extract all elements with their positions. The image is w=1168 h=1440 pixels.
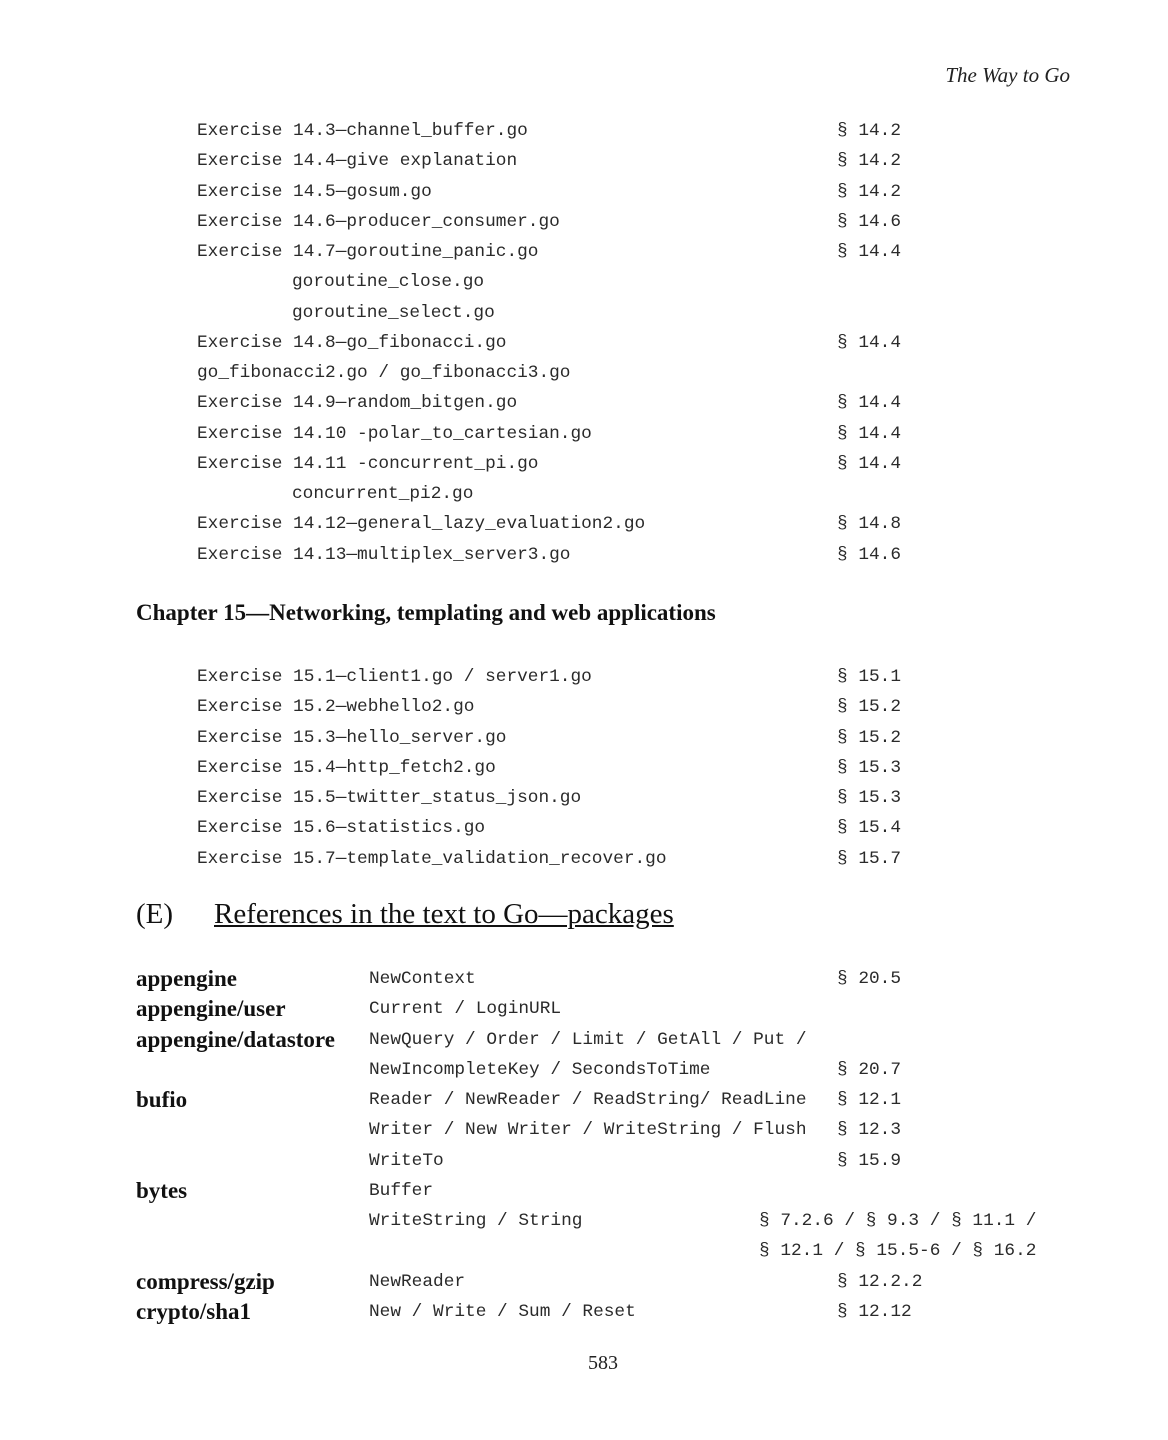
package-row — [0, 1176, 1168, 1206]
package-members: Current / LoginURL — [369, 999, 562, 1020]
package-members: NewQuery / Order / Limit / GetAll / Put / — [369, 1029, 807, 1050]
package-row — [0, 1206, 1168, 1236]
exercise-row — [0, 844, 1168, 874]
package-members: Writer / New Writer / WriteString / Flush — [369, 1120, 807, 1141]
exercise-row — [0, 753, 1168, 783]
exercise-name: Exercise 14.5—gosum.go — [197, 181, 432, 202]
package-name: appengine/datastore — [136, 1026, 335, 1052]
section-reference: § 15.3 — [837, 757, 902, 778]
section-reference: § 14.4 — [837, 242, 902, 262]
exercise-name: Exercise 14.11 -concurrent_pi.go — [197, 453, 539, 474]
package-name: appengine — [136, 966, 237, 991]
exercise-row — [0, 540, 1168, 570]
section-reference: § 15.1 — [837, 667, 902, 687]
exercise-name: Exercise 15.6—statistics.go — [197, 818, 486, 839]
package-reference-list — [0, 964, 1168, 1327]
section-reference: § 14.2 — [837, 181, 902, 202]
section-reference: § 15.4 — [837, 818, 902, 839]
exercise-row — [0, 449, 1168, 479]
section-reference: § 14.4 — [837, 453, 902, 474]
package-row — [0, 1085, 1168, 1115]
exercise-name: Exercise 14.3—channel_buffer.go — [197, 121, 528, 141]
package-row — [0, 1267, 1168, 1297]
section-reference: § 7.2.6 / § 9.3 / § 11.1 / — [759, 1211, 1037, 1231]
package-members: Buffer — [369, 1180, 434, 1201]
exercise-row — [0, 177, 1168, 207]
section-reference: § 14.4 — [837, 332, 902, 353]
exercise-row — [0, 692, 1168, 722]
section-reference: § 12.12 — [837, 1301, 912, 1322]
section-reference: § 14.2 — [837, 151, 902, 172]
exercise-row — [0, 509, 1168, 539]
section-reference: § 12.2.2 — [837, 1271, 923, 1292]
package-row — [0, 964, 1168, 994]
chapter-heading: Chapter 15—Networking, templating and web applications — [136, 600, 716, 625]
appendix-title: References in the text to Go—packages — [214, 898, 674, 930]
package-row — [0, 1236, 1168, 1266]
package-members: NewContext — [369, 969, 476, 989]
package-row — [0, 994, 1168, 1024]
exercise-name: Exercise 14.12—general_lazy_evaluation2.go — [197, 514, 646, 535]
appendix-label: (E) — [136, 898, 174, 930]
package-members: WriteString / String — [369, 1211, 583, 1231]
exercise-row — [0, 237, 1168, 267]
exercise-name: Exercise 14.4—give explanation — [197, 151, 518, 172]
section-reference: § 14.4 — [837, 423, 902, 444]
exercise-name: Exercise 14.9—random_bitgen.go — [197, 393, 518, 414]
exercise-row — [0, 207, 1168, 237]
package-name: crypto/sha1 — [136, 1298, 251, 1324]
exercise-row — [0, 146, 1168, 176]
exercise-name: Exercise 15.1—client1.go / server1.go — [197, 667, 592, 687]
package-row — [0, 1055, 1168, 1085]
section-reference: § 12.3 — [837, 1120, 902, 1141]
exercise-name: go_fibonacci2.go / go_fibonacci3.go — [197, 363, 571, 383]
running-head: The Way to Go — [945, 63, 1070, 87]
section-reference: § 15.2 — [837, 697, 902, 718]
section-reference: § 15.9 — [837, 1150, 902, 1171]
exercise-name: Exercise 15.2—webhello2.go — [197, 697, 475, 718]
exercise-name: Exercise 15.5—twitter_status_json.go — [197, 788, 582, 808]
chapter14-exercise-list — [0, 116, 1168, 570]
exercise-row — [0, 419, 1168, 449]
package-members: WriteTo — [369, 1150, 444, 1171]
exercise-name: Exercise 14.10 -polar_to_cartesian.go — [197, 423, 592, 444]
package-members: Reader / NewReader / ReadString/ ReadLine — [369, 1090, 807, 1110]
section-reference: § 14.4 — [837, 393, 902, 414]
exercise-row — [0, 388, 1168, 418]
exercise-row — [0, 783, 1168, 813]
package-name: bytes — [136, 1177, 188, 1203]
package-name: compress/gzip — [136, 1268, 275, 1294]
exercise-row — [0, 116, 1168, 146]
exercise-name: Exercise 15.3—hello_server.go — [197, 727, 507, 748]
exercise-name: Exercise 14.6—producer_consumer.go — [197, 211, 560, 232]
section-reference: § 20.5 — [837, 969, 902, 989]
section-reference: § 15.7 — [837, 848, 902, 869]
section-reference: § 15.2 — [837, 727, 902, 748]
exercise-row — [0, 298, 1168, 328]
package-row — [0, 1146, 1168, 1176]
exercise-row — [0, 328, 1168, 358]
package-members: NewIncompleteKey / SecondsToTime — [369, 1059, 711, 1080]
package-row — [0, 1297, 1168, 1327]
exercise-row — [0, 358, 1168, 388]
chapter15-exercise-list — [0, 662, 1168, 874]
exercise-name: Exercise 15.4—http_fetch2.go — [197, 757, 496, 778]
section-reference: § 12.1 / § 15.5-6 / § 16.2 — [759, 1241, 1037, 1262]
package-name: appengine/user — [136, 996, 286, 1022]
exercise-name: Exercise 14.7—goroutine_panic.go — [197, 242, 539, 262]
exercise-name: Exercise 14.8—go_fibonacci.go — [197, 332, 507, 353]
package-members: New / Write / Sum / Reset — [369, 1301, 636, 1322]
exercise-name: Exercise 14.13—multiplex_server3.go — [197, 544, 571, 565]
exercise-row — [0, 662, 1168, 692]
package-name: bufio — [136, 1087, 188, 1112]
package-row — [0, 1115, 1168, 1145]
page-number: 583 — [588, 1352, 618, 1374]
exercise-row — [0, 813, 1168, 843]
exercise-name: goroutine_close.go — [292, 272, 485, 293]
exercise-row — [0, 723, 1168, 753]
exercise-row — [0, 267, 1168, 297]
section-reference: § 20.7 — [837, 1059, 902, 1080]
package-members: NewReader — [369, 1271, 466, 1292]
package-row — [0, 1025, 1168, 1055]
section-reference: § 14.8 — [837, 514, 902, 535]
exercise-name: Exercise 15.7—template_validation_recover.go — [197, 848, 667, 869]
exercise-name: concurrent_pi2.go — [292, 484, 474, 504]
section-reference: § 14.6 — [837, 544, 902, 565]
exercise-row — [0, 479, 1168, 509]
exercise-name: goroutine_select.go — [292, 302, 495, 323]
section-reference: § 14.2 — [837, 121, 902, 141]
section-reference: § 12.1 — [837, 1090, 902, 1110]
section-reference: § 15.3 — [837, 788, 902, 808]
section-reference: § 14.6 — [837, 211, 902, 232]
